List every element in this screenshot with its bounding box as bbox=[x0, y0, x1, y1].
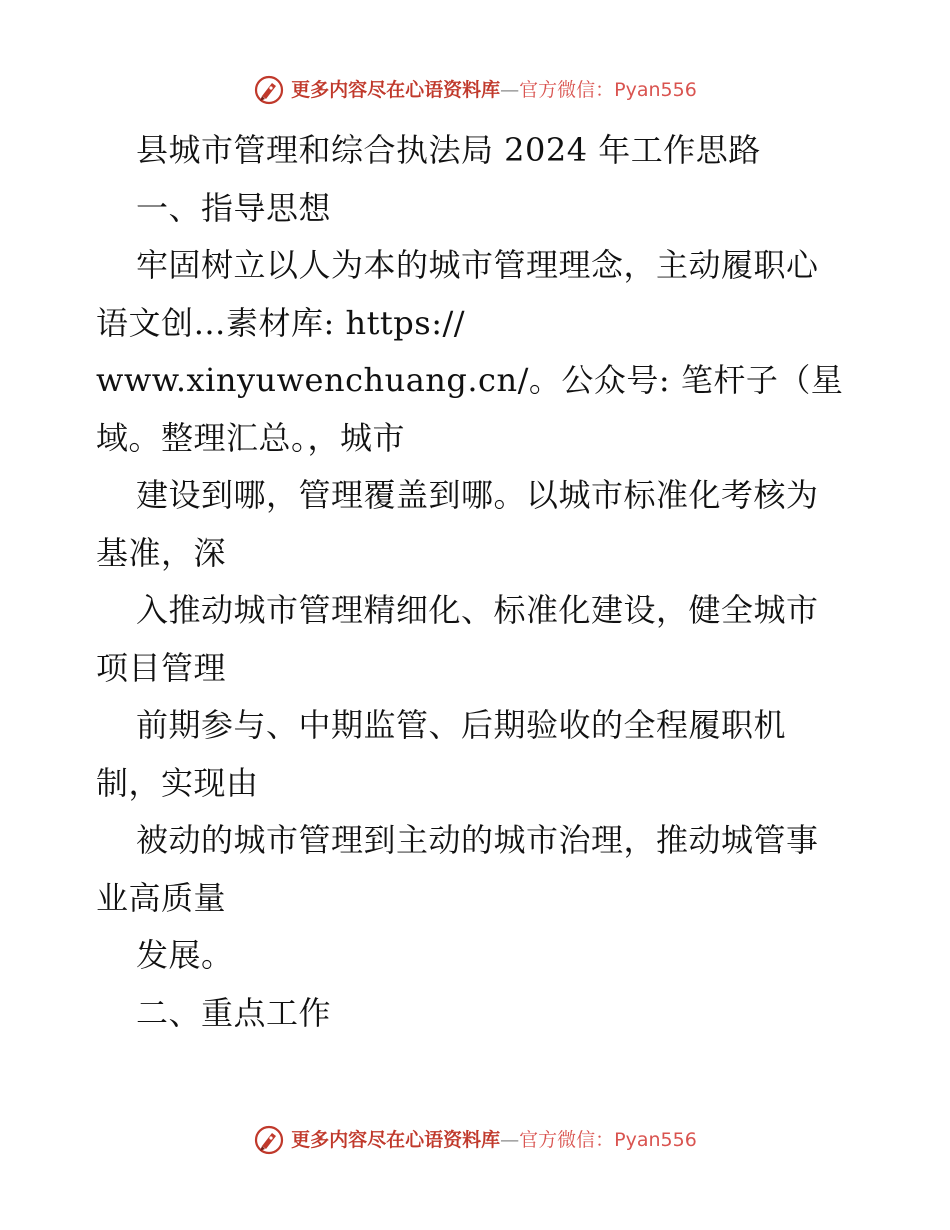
document-line: 业高质量 bbox=[96, 878, 227, 917]
document-line: 语文创…素材库: https:// bbox=[96, 303, 466, 342]
watermark-text-bottom bbox=[291, 1120, 697, 1160]
document-line: 发展。 bbox=[136, 936, 234, 974]
watermark-wechat-text: 官方微信：Pyan556 bbox=[519, 79, 697, 101]
document-line: 前期参与、中期监管、后期验收的全程履职机 bbox=[136, 706, 787, 744]
document-line: 县城市管理和综合执法局 2024 年工作思路 bbox=[136, 131, 761, 169]
watermark-separator: — bbox=[500, 79, 520, 101]
pen-nib-logo-icon bbox=[253, 1124, 285, 1156]
watermark-main-text: 更多内容尽在心语资料库 bbox=[291, 79, 501, 101]
pen-nib-logo-icon bbox=[253, 74, 285, 106]
document-line: 域。整理汇总。，城市 bbox=[96, 418, 406, 457]
watermark-banner-top bbox=[0, 70, 950, 110]
watermark-main-text: 更多内容尽在心语资料库 bbox=[291, 1129, 501, 1151]
document-line: 一、指导思想 bbox=[136, 188, 332, 227]
document-line: 建设到哪，管理覆盖到哪。以城市标准化考核为 bbox=[136, 476, 819, 514]
document-line: 基准，深 bbox=[96, 533, 227, 572]
document-line: 入推动城市管理精细化、标准化建设，健全城市 bbox=[136, 591, 819, 629]
document-line: 项目管理 bbox=[96, 648, 227, 687]
document-body bbox=[96, 122, 866, 1042]
watermark-wechat-text: 官方微信：Pyan556 bbox=[519, 1129, 697, 1151]
document-line: 制，实现由 bbox=[96, 763, 259, 802]
document-line: 二、重点工作 bbox=[136, 993, 332, 1032]
watermark-separator: — bbox=[500, 1129, 520, 1151]
watermark-banner-bottom bbox=[0, 1120, 950, 1160]
document-line: 被动的城市管理到主动的城市治理，推动城管事 bbox=[136, 821, 819, 859]
document-line: 牢固树立以人为本的城市管理理念，主动履职心 bbox=[136, 246, 819, 284]
document-line: www.xinyuwenchuang.cn/。公众号: 笔杆子（星 bbox=[96, 361, 844, 399]
watermark-text-top bbox=[291, 70, 697, 110]
